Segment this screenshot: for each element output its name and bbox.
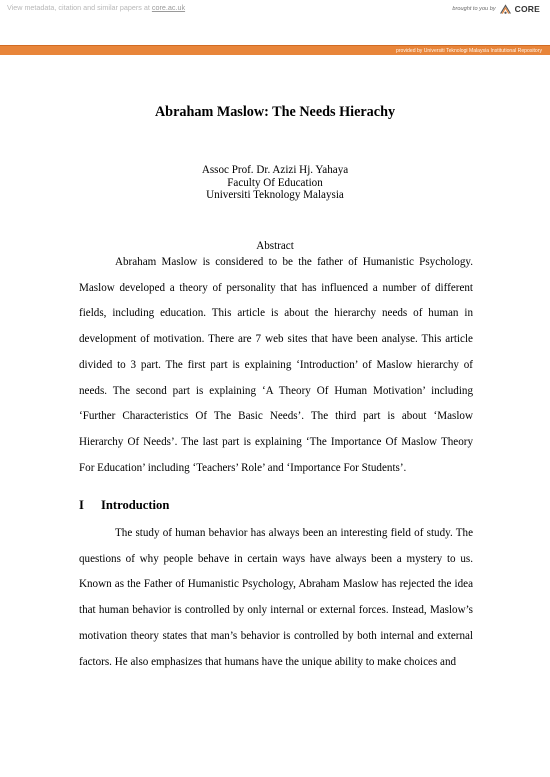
author-name: Assoc Prof. Dr. Azizi Hj. Yahaya (201, 164, 349, 176)
author-university: Universiti Teknology Malaysia (206, 189, 344, 202)
core-metadata-prefix: View metadata, citation and similar papers at (7, 3, 152, 12)
core-brought-by-text: brought to you by (452, 6, 496, 12)
paper-title: Abraham Maslow: The Needs Hierachy (154, 104, 396, 120)
core-provided-by-text[interactable]: provided by Universiti Teknologi Malaysia Institutional Repository (396, 47, 542, 54)
core-link[interactable]: core.ac.uk (151, 3, 186, 12)
core-logo-text: CORE (514, 4, 540, 14)
section-title: Introduction (101, 498, 170, 512)
abstract-text: Abraham Maslow is considered to be the father of Humanistic Psychology. Maslow developed a theory of personality that has influenced a number of different fields, including education. This article is about the hierarchy needs of human in development of motivation. There are 7 web sites that have been analyse. This article divided to 3 part. The first part is explaining ‘Introduction’ of Maslow hierarchy of needs. The second part is explaining ‘A Theory Of Human Motivation’ including ‘Further Characteristics Of The Basic Needs’. The third part is about ‘Maslow Hierarchy Of Needs’. The last part is explaining ‘The Importance Of Maslow Theory For Education’ including ‘Teachers’ Role’ and ‘Importance For Students’. (79, 256, 473, 474)
abstract-heading: Abstract (256, 240, 294, 252)
author-block (0, 164, 550, 202)
introduction-text: The study of human behavior has always been an interesting field of study. The questions of why people behave in certain ways have always been a mystery to us. Known as the Father of Humanistic Psychology, Abraham Maslow has rejected the idea that human behavior is controlled by only internal or external forces. Instead, Maslow’s motivation theory states that man’s behavior is controlled by both internal and external factors. He also emphasizes that humans have the unique ability to make choices and (79, 527, 473, 668)
section-number: I (79, 498, 84, 512)
author-faculty: Faculty Of Education (227, 176, 323, 189)
section-heading-introduction (79, 498, 169, 512)
